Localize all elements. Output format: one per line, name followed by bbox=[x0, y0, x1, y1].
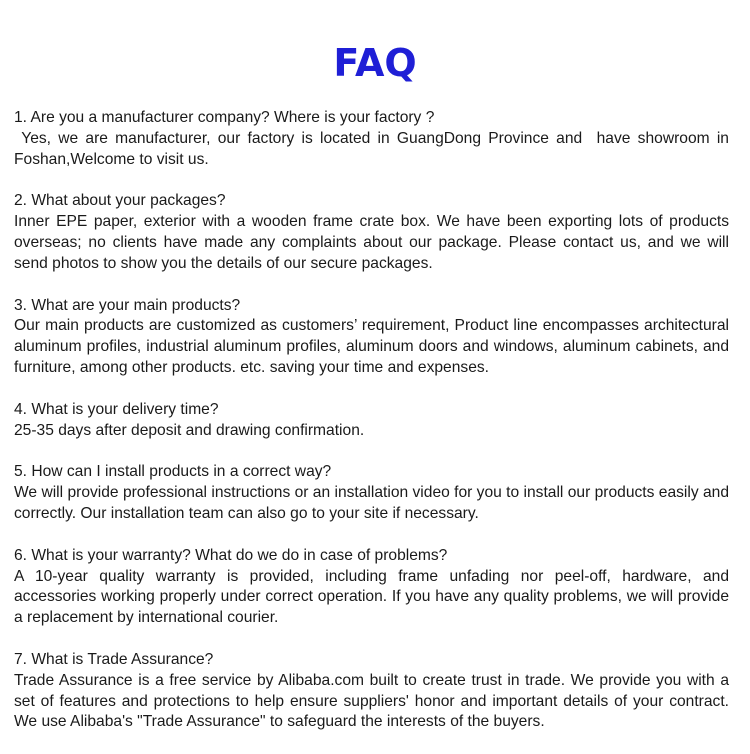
faq-answer: Yes, we are manufacturer, our factory is located in GuangDong Province and have showroom in Foshan,Welcome to visit us. bbox=[14, 129, 734, 168]
faq-item-1 bbox=[14, 108, 734, 170]
faq-item-6 bbox=[14, 546, 729, 629]
faq-item-7 bbox=[14, 650, 729, 733]
faq-list bbox=[14, 108, 734, 754]
faq-question: 7. What is Trade Assurance? bbox=[14, 650, 214, 668]
faq-question: 1. Are you a manufacturer company? Where is your factory ? bbox=[14, 109, 435, 126]
faq-item-3 bbox=[14, 296, 729, 379]
faq-item-5 bbox=[14, 462, 729, 524]
faq-answer: A 10-year quality warranty is provided, including frame unfading nor peel-off, hardware, and accessories working properly under correct operation. If you have any quality problems, we will provide a replacement by international courier. bbox=[14, 567, 729, 627]
page-title: FAQ bbox=[333, 41, 417, 85]
faq-answer: 25-35 days after deposit and drawing confirmation. bbox=[14, 421, 365, 439]
faq-question: 6. What is your warranty? What do we do in case of problems? bbox=[14, 546, 448, 564]
faq-answer: Inner EPE paper, exterior with a wooden frame crate box. We have been exporting lots of products overseas; no clients have made any complaints about our package. Please contact us, and we will send photos to show you the details of our secure packages. bbox=[14, 213, 729, 272]
faq-item-2 bbox=[14, 191, 729, 274]
faq-answer: Trade Assurance is a free service by Alibaba.com built to create trust in trade. We provide you with a set of features and protections to help ensure suppliers' honor and important details of your contract. We use Alibaba's "Trade Assurance" to safeguard the interests of the buyers. bbox=[14, 671, 729, 731]
faq-answer: Our main products are customized as customers’ requirement, Product line encompasses architectural aluminum profiles, industrial aluminum profiles, aluminum doors and windows, aluminum cabinets, and furniture, among other products. etc. saving your time and expenses. bbox=[14, 317, 729, 376]
faq-question: 2. What about your packages? bbox=[14, 192, 226, 210]
faq-item-4 bbox=[14, 400, 729, 442]
faq-answer: We will provide professional instructions or an installation video for you to install our products easily and correctly. Our installation team can also go to your site if necessary. bbox=[14, 484, 729, 522]
faq-question: 3. What are your main products? bbox=[14, 296, 241, 314]
faq-question: 4. What is your delivery time? bbox=[14, 400, 219, 418]
faq-question: 5. How can I install products in a correct way? bbox=[14, 463, 332, 481]
